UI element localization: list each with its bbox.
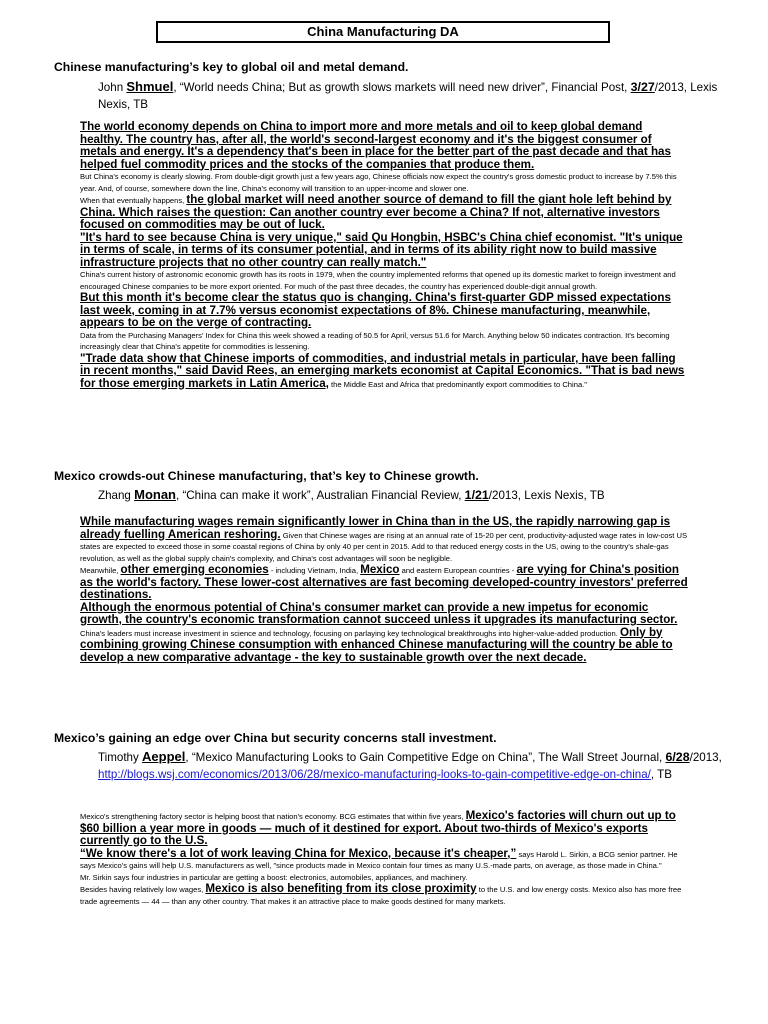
section-2-tag: Mexico crowds-out Chinese manufacturing, that’s key to Chinese growth. [54,469,479,483]
card-underline: Although the enormous potential of China's consumer market can provide a new impetus for economic growth, the country's economic transformation cannot succeed unless it upgrades its manufacturing sector. [80,600,678,626]
cite-prefix: Timothy [98,751,143,764]
card-small: to the U.S. and low energy costs. Mexico also has more free trade agreements — 44 — than any other country. That makes it an attractive place to make goods destined for many markets. [80,885,682,906]
card-small: the Middle East and Africa that predominantly export commodities to China." [328,379,587,389]
card-underline: While manufacturing wages remain significantly lower in China than in the US, the rapidly narrowing gap is already fuelling American reshoring. [80,515,671,541]
section-2-card [80,516,688,664]
cite-end: , TB [650,768,672,781]
cite-middle: , “Mexico Manufacturing Looks to Gain Competitive Edge on China”, The Wall Street Journal, [185,751,666,764]
card-underline: "It's hard to see because China is very unique," said Qu Hongbin, HSBC's China chief economist. "It's unique in terms of scale, in terms of its consumer potential, and in terms of its ability right now to build massive infrastructure projects that no other country can really match." [80,230,683,269]
card-underline: “We know there's a lot of work leaving China for Mexico, because it's cheaper,” [80,846,517,860]
card-underline: Mexico is also benefiting from its close proximity [205,882,477,895]
section-3-citation [98,748,738,783]
section-1-citation [98,78,738,113]
cite-middle: , “China can make it work”, Australian Financial Review, [176,489,465,502]
cite-date: 6/28 [665,750,690,764]
source-link[interactable]: http://blogs.wsj.com/economics/2013/06/28/mexico-manufacturing-looks-to-gain-competitive-edge-on-china/ [98,768,651,781]
card-small: Mexico's strengthening factory sector is helping boost that nation's economy. BCG estimates that within five years, [80,812,466,821]
cite-end: /2013, Lexis Nexis, TB [98,81,718,111]
card-underline: "Trade data show that Chinese imports of commodities, and industrial metals in particular, have been falling in recent months," said David Rees, an emerging markets economist at Capital Economics. "That is bad news for those emerging markets in Latin America, [80,351,685,390]
card-small: Given that Chinese wages are rising at an annual rate of 15-20 per cent, productivity-adjusted wage rates in low-cost US states are expected to exceed those in some coastal regions of China by only 40 per cent in 2015. Add to that reduced energy costs in the US, owing to the country's shale-gas revolution, as well as the global supply chain's complexity, and China's cost advantages will soon be negligible. [80,530,688,563]
card-small: Besides having relatively low wages, [80,885,206,894]
card-underline: Mexico's factories will churn out up to $60 billion a year more in goods — much of it destined for export. About two-thirds of Mexico's exports currently go to the U.S. [80,809,676,847]
card-underline: Mexico [360,563,400,576]
card-small: Data from the Purchasing Managers' Index for China this week showed a reading of 50.5 for April, versus 51.6 for March. Anything below 50 indicates contraction. It's becoming increasingly clear that China's appetite for commodities is lessening. [80,330,670,351]
card-underline: the global market will need another source of demand to fill the giant hole left behind by China. Which raises the question: Can another country ever become a China? If not, alternative investors focused on commodities may be out of luck. [80,193,672,231]
cite-prefix: John [98,81,127,94]
card-underline: The world economy depends on China to import more and more metals and oil to keep global demand healthy. The country has, after all, the world's second-largest economy and it's the biggest consumer of metals and energy. It's a dependency that's been in place for the better part of the past decade and that has helped fuel commodity prices and the stocks of the companies that produce them. [80,120,671,171]
card-small: When that eventually happens, [80,196,187,205]
card-small: China's current history of astronomic economic growth has its roots in 1979, when the country implemented reforms that opened up its domestic market to foreign investment and encouraged Chinese companies to be more export oriented. For much of the past three decades, the country has experienced double-digit annual growth. [80,270,676,291]
card-small: and eastern European countries - [399,566,517,575]
card-underline: are vying for China's position as the world's factory. These lower-cost alternatives are fast becoming developed-country investors' preferred destinations. [80,563,688,601]
card-small: Meanwhile, [80,566,121,575]
section-1-card [80,121,688,390]
cite-mid2: /2013, [689,751,722,764]
card-small: Mr. Sirkin says four industries in particular are getting a boost: electronics, automobiles, appliances, and machinery. [80,872,468,882]
cite-date: 1/21 [464,488,489,502]
cite-author: Aeppel [142,749,186,764]
cite-author: Monan [134,487,176,502]
document-title: China Manufacturing DA [156,21,610,43]
section-1-tag: Chinese manufacturing’s key to global oil and metal demand. [54,60,409,74]
card-underline: But this month it's become clear the status quo is changing. China's first-quarter GDP missed expectations last week, coming in at 7.7% versus economist expectations of 8%. Chinese manufacturing, meanwhile, appears to be on the verge of contracting. [80,291,671,329]
card-underline: Only by combining growing Chinese consumption with enhanced Chinese manufacturing will the country be able to develop a new comparative advantage - the key to sustainable growth over the next decade. [80,625,673,664]
card-small: - including Vietnam, India, [268,566,361,575]
section-3-card [80,810,688,907]
section-2-citation [98,486,738,504]
card-small: says Harold L. Sirkin, a BCG senior partner. He says Mexico's gains will help U.S. manufacturers as well, "since products made in Mexico contain four times as many U.S.-made parts, on average, as those made in China." [80,849,678,870]
cite-middle: , “World needs China; But as growth slows markets will need new driver”, Financial Post, [173,81,631,94]
cite-date: 3/27 [630,80,655,94]
card-small: China's leaders must increase investment in science and technology, focusing on parlaying key technological breakthroughs into higher-value-added production. [80,628,620,638]
cite-end: /2013, Lexis Nexis, TB [488,489,605,502]
cite-author: Shmuel [126,79,174,94]
cite-prefix: Zhang [98,489,135,502]
card-small: But China's economy is clearly slowing. From double-digit growth just a few years ago, Chinese officials now expect the country's gross domestic product to increase by 7.5% this year. And, of course, somewhere down the line, China's economy will transition to an upper-income and slower one. [80,172,677,193]
card-underline: other emerging economies [120,563,269,576]
section-3-tag: Mexico’s gaining an edge over China but security concerns stall investment. [54,731,497,745]
